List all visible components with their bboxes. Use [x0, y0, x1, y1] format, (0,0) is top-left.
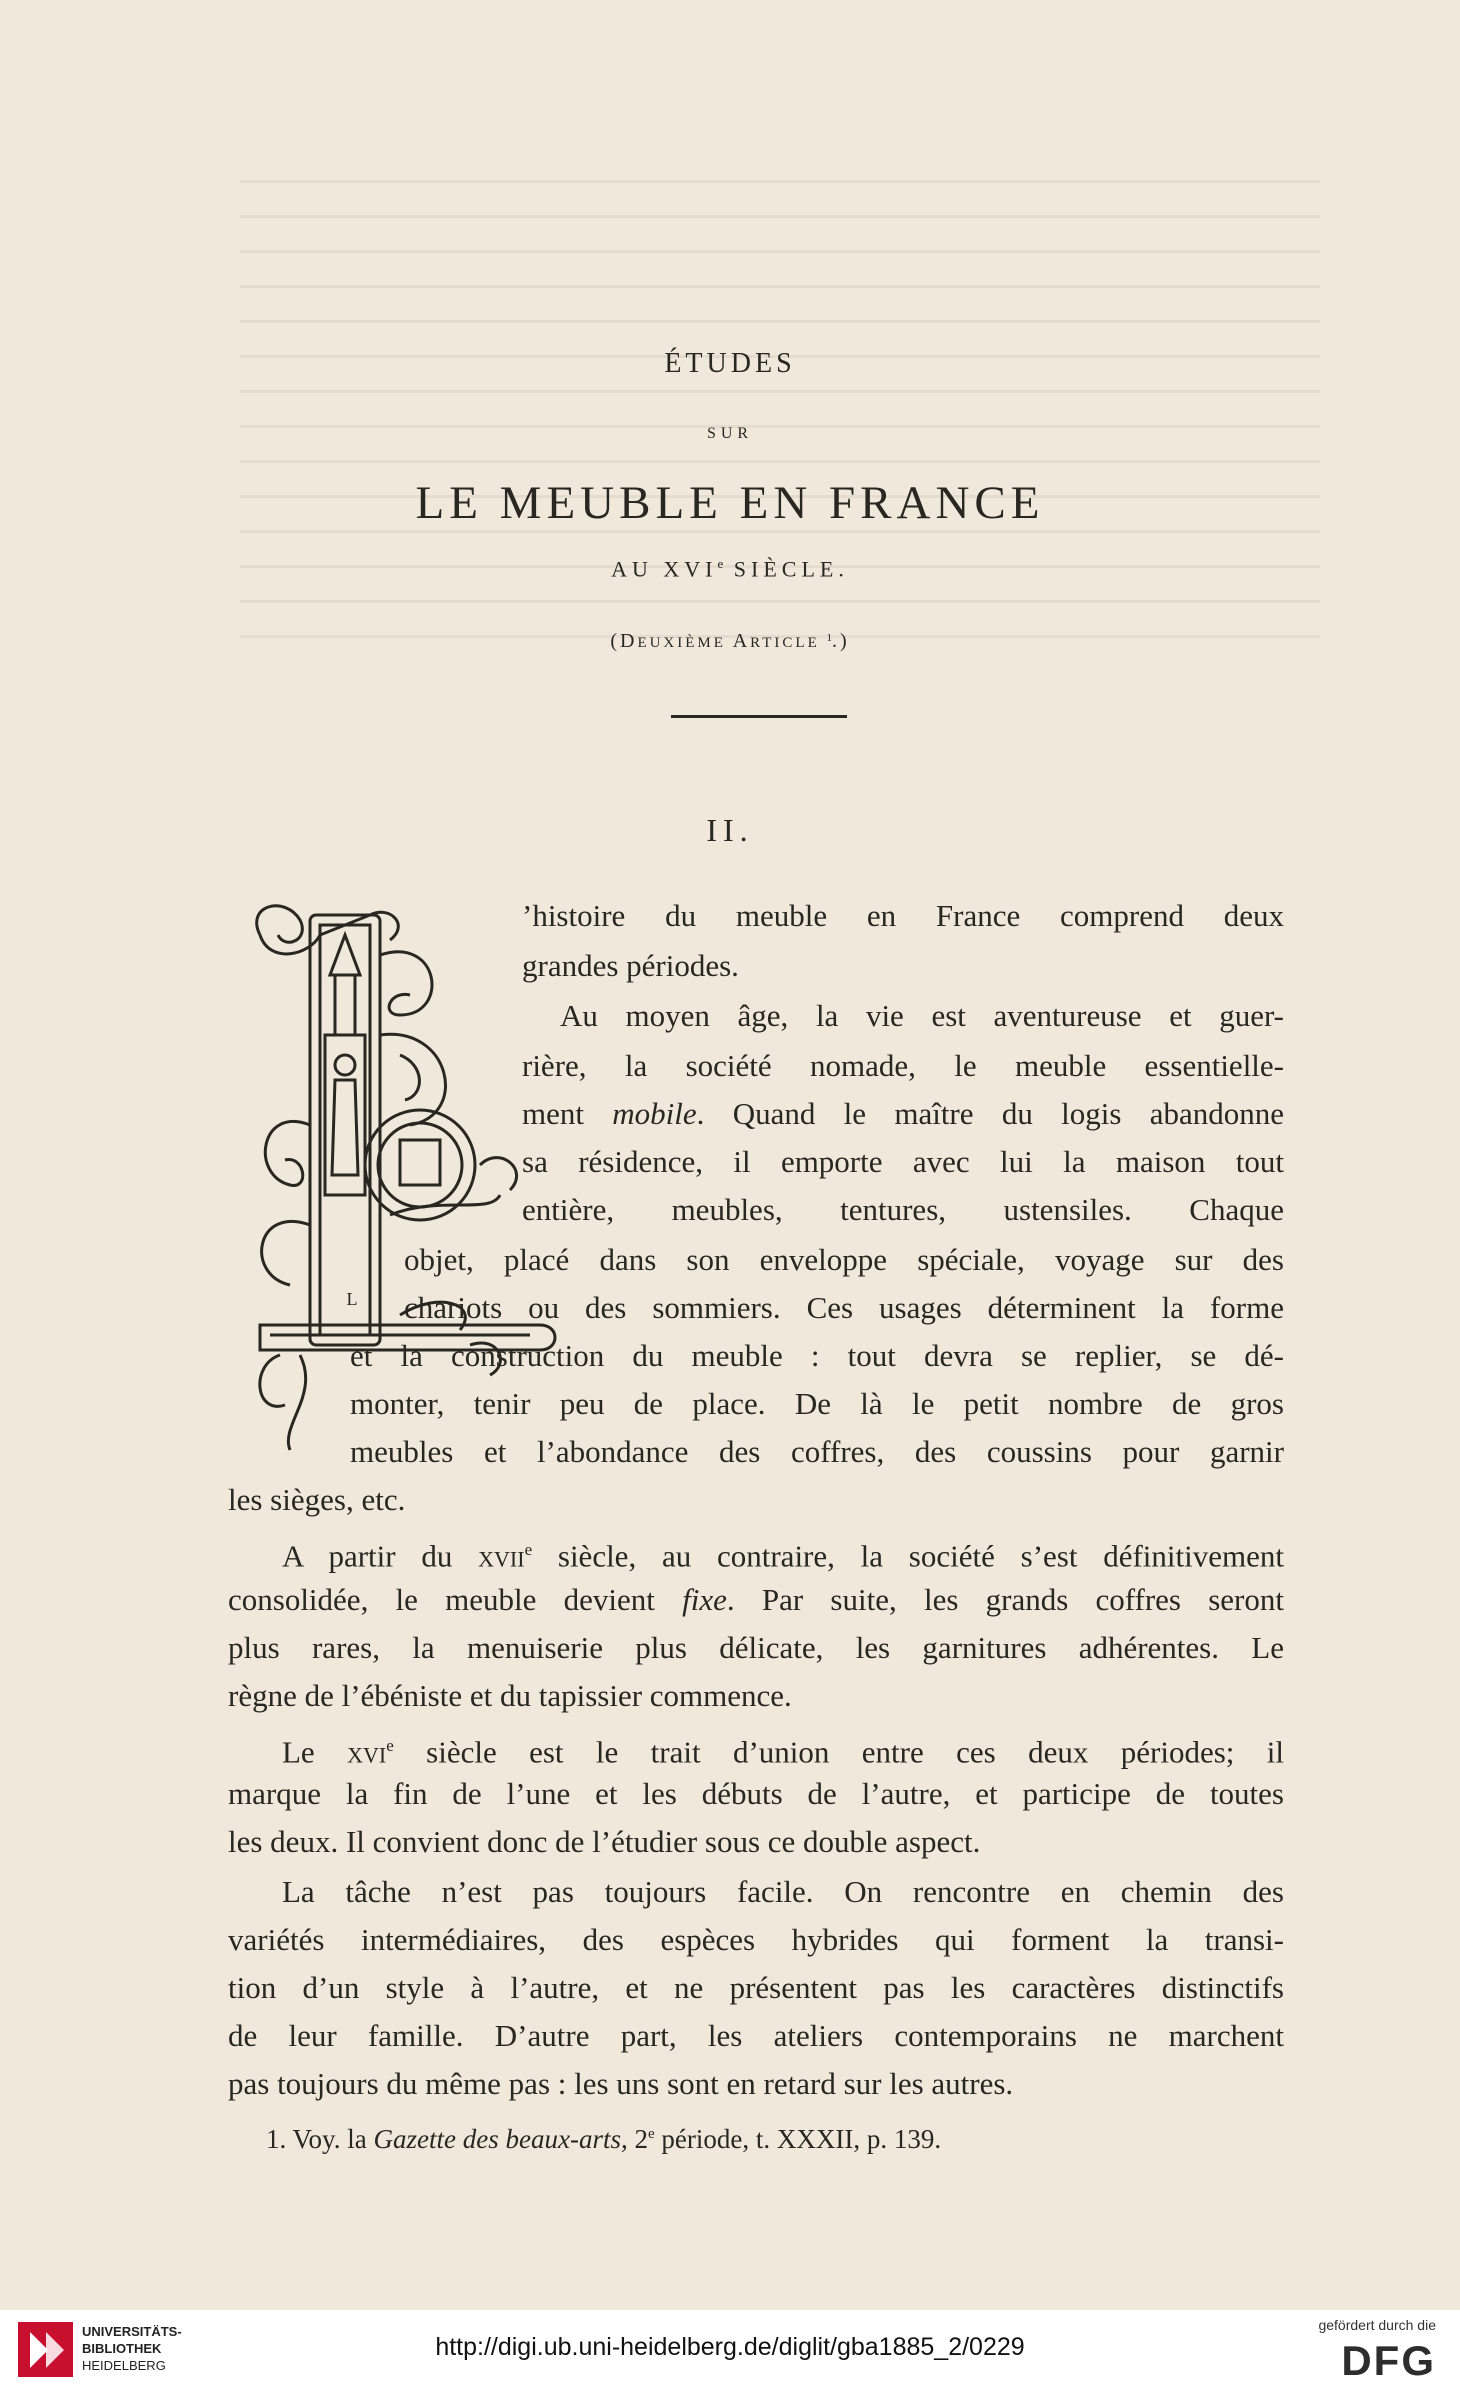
text-line: entière, meubles, tentures, ustensiles. Chaque	[522, 1192, 1284, 1227]
page-title: LE MEUBLE EN FRANCE	[415, 477, 1045, 529]
footnote: 1. Voy. la Gazette des beaux-arts, 2e période, t. XXXII, p. 139.	[266, 2124, 942, 2154]
text-line: de leur famille. D’autre part, les ateliers contemporains ne marchent	[228, 2018, 1284, 2053]
text-line: règne de l’ébéniste et du tapissier commence.	[228, 1678, 792, 1713]
heading-article: (DEUXIÈME ARTICLE $^1$.)	[610, 630, 850, 652]
heading-century: AU XVIe SIÈCLE.	[611, 556, 849, 582]
text-line: sa résidence, il emporte avec lui la maison tout	[522, 1144, 1284, 1179]
section-number: II.	[706, 812, 754, 848]
text-line: variétés intermédiaires, des espèces hybrides qui forment la transi-	[228, 1922, 1284, 1957]
text-line: plus rares, la menuiserie plus délicate, les garnitures adhérentes. Le	[228, 1630, 1284, 1665]
text-line: ’histoire du meuble en France comprend deux	[522, 898, 1284, 933]
text-line: rière, la société nomade, le meuble essentielle-	[522, 1048, 1284, 1083]
text-line: marque la fin de l’une et les débuts de l’autre, et participe de toutes	[228, 1776, 1284, 1811]
text-line: objet, placé dans son enveloppe spéciale, voyage sur des	[404, 1242, 1284, 1277]
section-divider	[671, 715, 847, 718]
text-line: consolidée, le meuble devient fixe. Par suite, les grands coffres seront	[228, 1582, 1284, 1617]
text-line: les sièges, etc.	[228, 1482, 406, 1517]
text-line: et la construction du meuble : tout devra se replier, se dé-	[350, 1338, 1284, 1373]
text-line: tion d’un style à l’autre, et ne présentent pas les caractères distinctifs	[228, 1970, 1284, 2005]
heading-sur: SUR	[706, 425, 754, 442]
text-line: ment mobile. Quand le maître du logis abandonne	[522, 1096, 1284, 1131]
text-line: monter, tenir peu de place. De là le petit nombre de gros	[350, 1386, 1284, 1421]
funding-note: gefördert durch die	[1318, 2317, 1436, 2333]
text-line: chariots ou des sommiers. Ces usages déterminent la forme	[404, 1290, 1284, 1325]
dfg-logo: DFG	[1341, 2337, 1436, 2384]
source-url-link[interactable]: http://digi.ub.uni-heidelberg.de/diglit/gba1885_2/0229	[435, 2333, 1025, 2361]
text-line: A partir du xvii$^e$ siècle, au contraire, la société s’est définitivement	[282, 1538, 1284, 1574]
text-line: meubles et l’abondance des coffres, des coussins pour garnir	[350, 1434, 1284, 1469]
text-line: les deux. Il convient donc de l’étudier sous ce double aspect.	[228, 1824, 981, 1859]
text-line: grandes périodes.	[522, 948, 739, 983]
text-line: pas toujours du même pas : les uns sont en retard sur les autres.	[228, 2066, 1014, 2101]
text-line: Au moyen âge, la vie est aventureuse et guer-	[560, 998, 1284, 1033]
show-through-texture	[240, 180, 1320, 740]
svg-text:L: L	[346, 1289, 358, 1309]
text-line: La tâche n’est pas toujours facile. On rencontre en chemin des	[282, 1874, 1284, 1909]
heading-etudes: ÉTUDES	[664, 348, 796, 379]
library-name: UNIVERSITÄTS- BIBLIOTHEK HEIDELBERG	[82, 2324, 182, 2373]
text-line: Le xvi$^e$ siècle est le trait d’union entre ces deux périodes; il	[282, 1734, 1284, 1770]
